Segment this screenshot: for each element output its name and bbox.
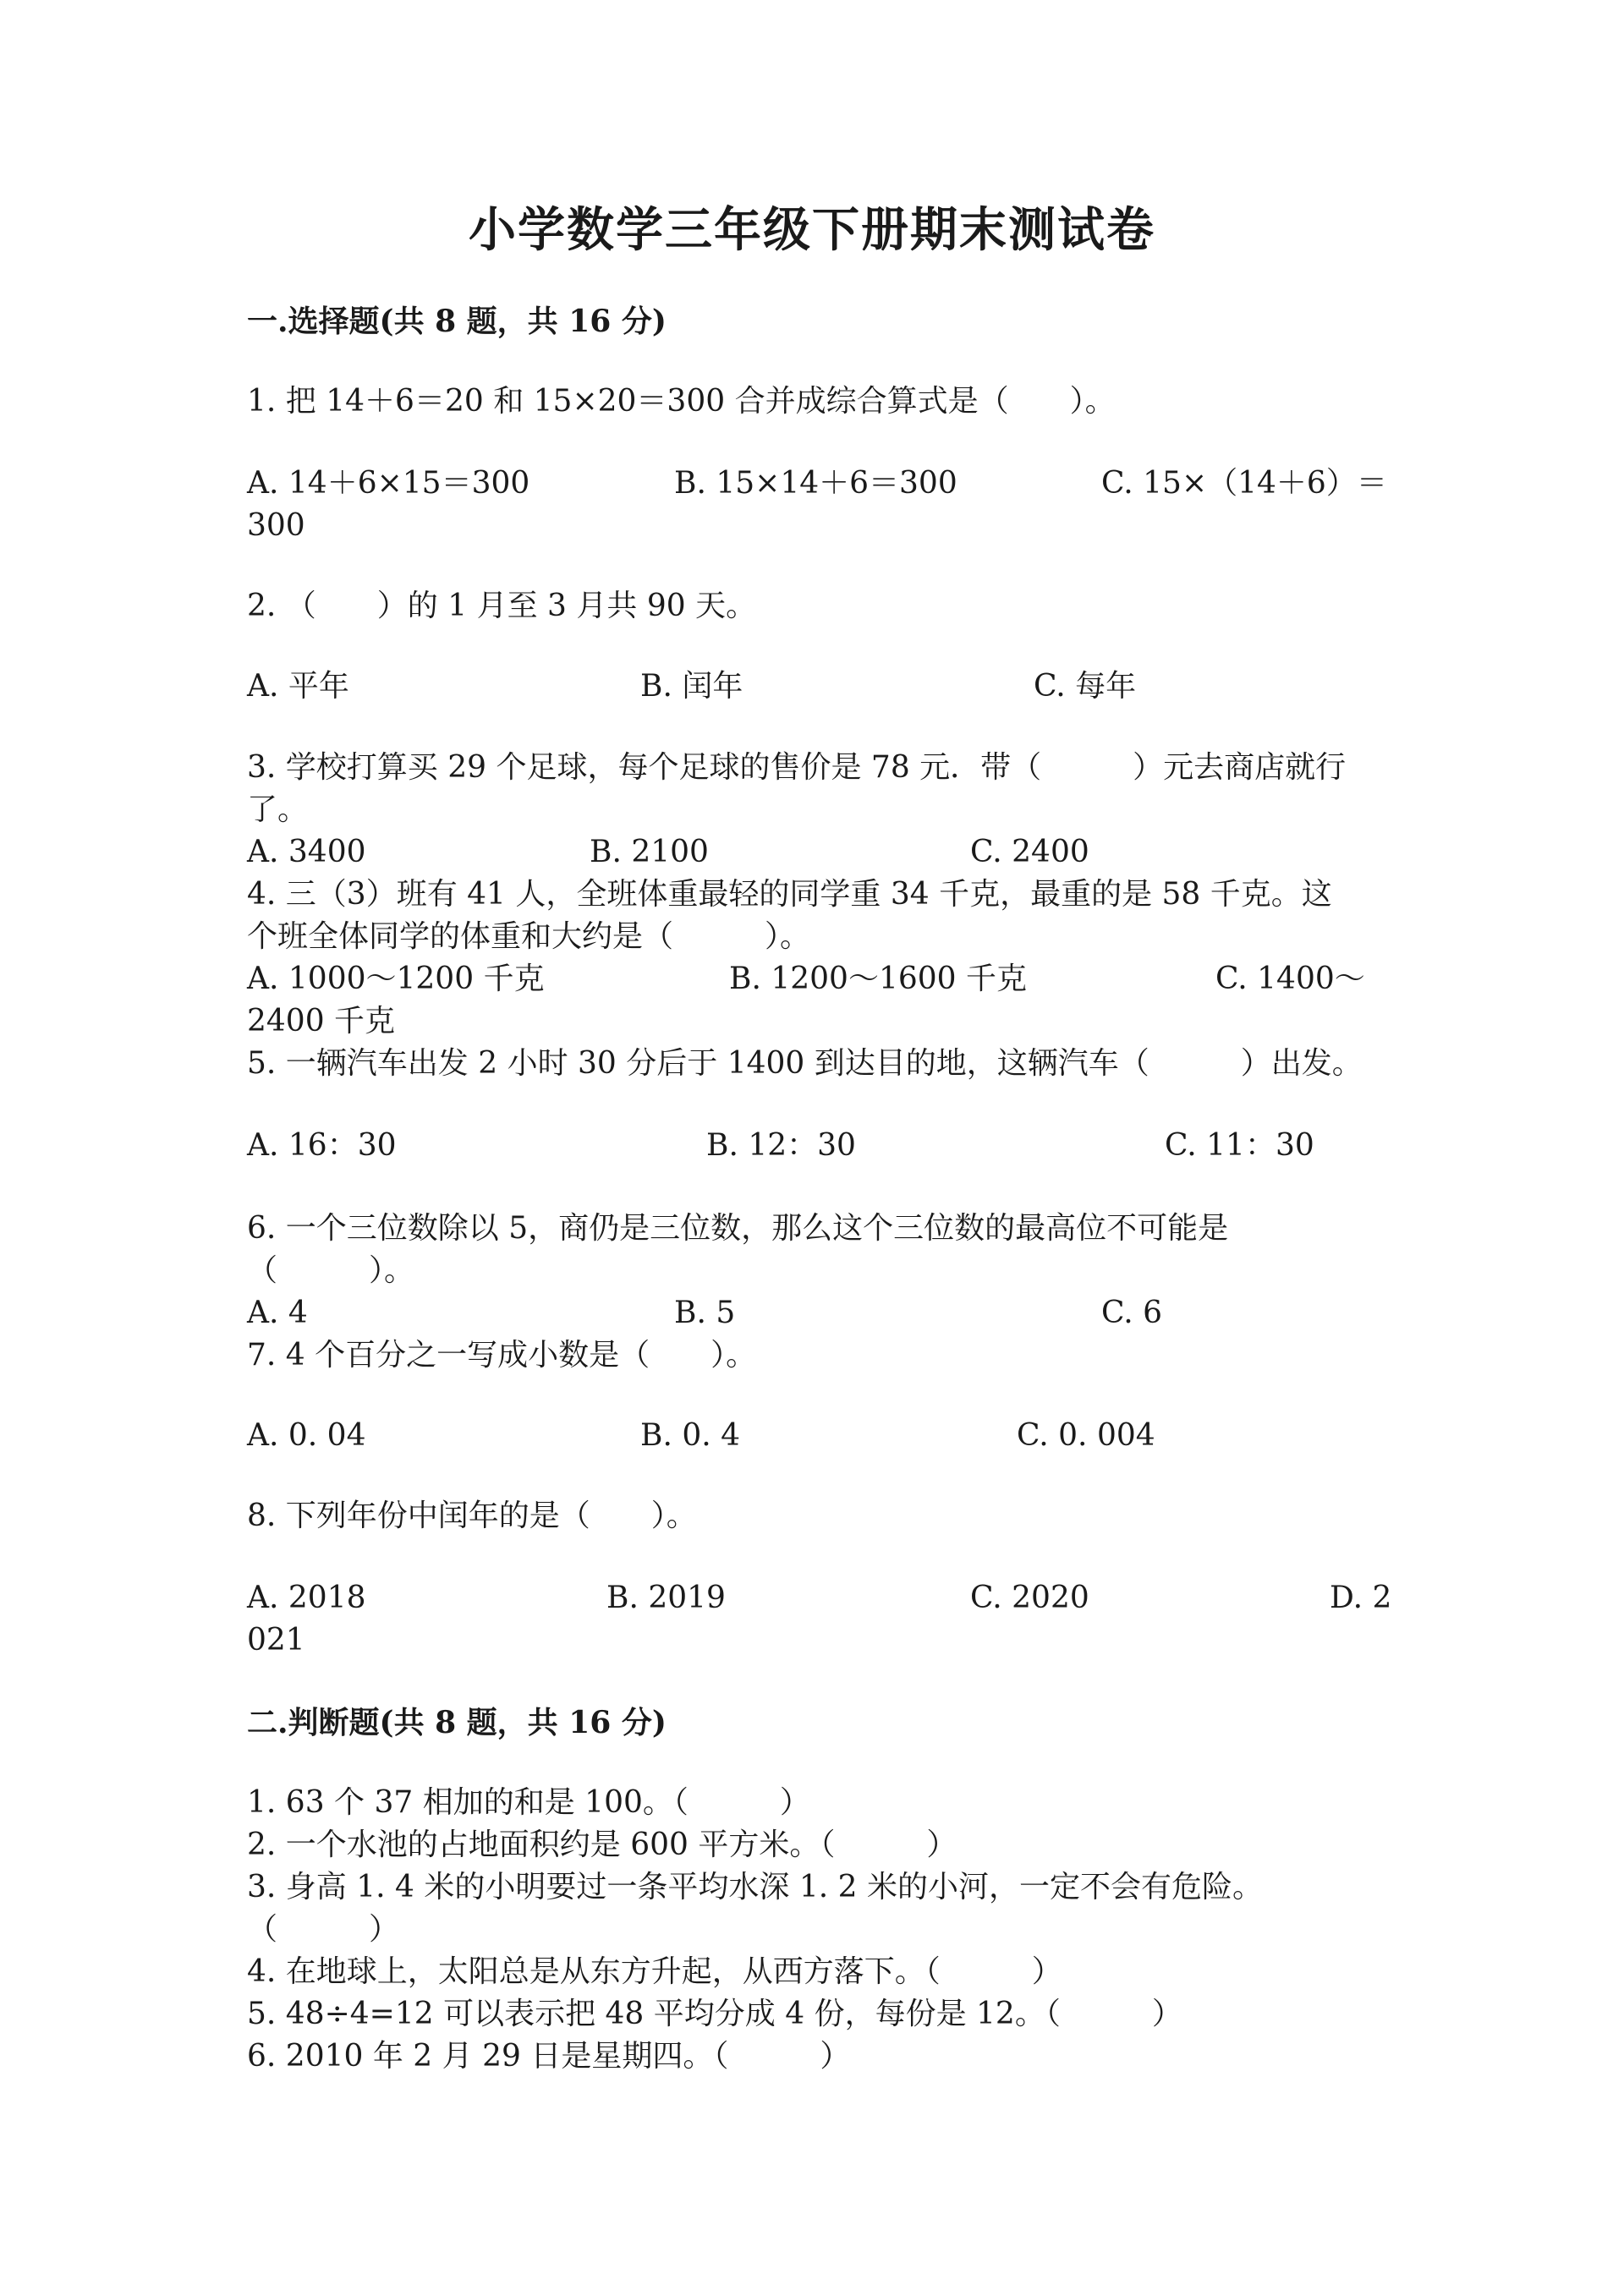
question-3-text-line-1: 3. 学校打算买 29 个足球，每个足球的售价是 78 元．带（ ）元去商店就行 (247, 750, 1347, 785)
question-8-text: 8. 下列年份中闰年的是（ ）。 (247, 1499, 697, 1533)
question-7-text: 7. 4 个百分之一写成小数是（ ）。 (247, 1338, 757, 1373)
question-8-option-a: A. 2018 (247, 1581, 366, 1615)
judgment-item: 2. 一个水池的占地面积约是 600 平方米。（ ） (247, 1827, 957, 1862)
judgment-item: 1. 63 个 37 相加的和是 100。（ ） (247, 1785, 810, 1820)
question-8-option-d-continued: 021 (247, 1623, 305, 1658)
question-4-option-c-continued: 2400 千克 (247, 1004, 396, 1038)
question-7-option-a: A. 0. 04 (247, 1418, 366, 1453)
judgment-item-continued: （ ） (247, 1912, 400, 1947)
question-3-option-b: B. 2100 (590, 835, 709, 869)
section-heading-true-false: 二.判断题(共 8 题，共 16 分) (247, 1705, 667, 1740)
question-3-option-a: A. 3400 (247, 835, 366, 869)
question-4-option-b: B. 1200～1600 千克 (729, 962, 1028, 996)
question-5-text: 5. 一辆汽车出发 2 小时 30 分后于 1400 到达目的地，这辆汽车（ ）出发。 (247, 1046, 1363, 1081)
question-8-option-d: D. 2 (1330, 1581, 1392, 1615)
judgment-item: 5. 48÷4=12 可以表示把 48 平均分成 4 份，每份是 12。（ ） (247, 1997, 1182, 2031)
question-3-option-c: C. 2400 (970, 835, 1089, 869)
question-2-option-b: B. 闰年 (640, 669, 743, 704)
question-6-option-c: C. 6 (1101, 1296, 1163, 1330)
question-8-option-b: B. 2019 (606, 1581, 726, 1615)
question-1-option-c-continued: 300 (247, 508, 305, 543)
question-2-option-c: C. 每年 (1034, 669, 1137, 704)
question-5-option-a: A. 16：30 (247, 1128, 397, 1163)
page-title: 小学数学三年级下册期末测试卷 (469, 202, 1155, 258)
question-4-option-a: A. 1000～1200 千克 (247, 962, 545, 996)
question-7-option-c: C. 0. 004 (1017, 1418, 1155, 1453)
question-4-text-line-1: 4. 三（3）班有 41 人，全班体重最轻的同学重 34 千克，最重的是 58 千克。这 (247, 877, 1332, 912)
question-4-text-line-2: 个班全体同学的体重和大约是（ ）。 (247, 919, 811, 954)
question-6-option-a: A. 4 (247, 1296, 308, 1330)
question-6-text-line-1: 6. 一个三位数除以 5，商仍是三位数，那么这个三位数的最高位不可能是 (247, 1211, 1229, 1246)
question-6-text-line-2: （ ）。 (247, 1253, 415, 1288)
section-heading-choice: 一.选择题(共 8 题，共 16 分) (247, 304, 667, 339)
judgment-item: 4. 在地球上，太阳总是从东方升起，从西方落下。（ ） (247, 1954, 1062, 1989)
question-4-option-c: C. 1400～ (1215, 962, 1365, 996)
question-6-option-b: B. 5 (674, 1296, 736, 1330)
question-5-option-c: C. 11：30 (1165, 1128, 1314, 1163)
question-2-text: 2. （ ）的 1 月至 3 月共 90 天。 (247, 589, 757, 623)
judgment-item: 3. 身高 1. 4 米的小明要过一条平均水深 1. 2 米的小河，一定不会有危险。 (247, 1870, 1263, 1904)
question-1-option-b: B. 15×14＋6＝300 (674, 466, 957, 501)
question-1-option-c: C. 15×（14＋6）＝ (1101, 466, 1387, 501)
question-8-option-c: C. 2020 (970, 1581, 1089, 1615)
question-7-option-b: B. 0. 4 (640, 1418, 741, 1453)
question-2-option-a: A. 平年 (247, 669, 349, 704)
judgment-item: 6. 2010 年 2 月 29 日是星期四。（ ） (247, 2039, 851, 2074)
question-5-option-b: B. 12：30 (706, 1128, 856, 1163)
question-1-option-a: A. 14＋6×15＝300 (247, 466, 530, 501)
question-1-text: 1. 把 14＋6＝20 和 15×20＝300 合并成综合算式是（ ）。 (247, 384, 1116, 419)
question-3-text-line-2: 了。 (247, 792, 309, 827)
